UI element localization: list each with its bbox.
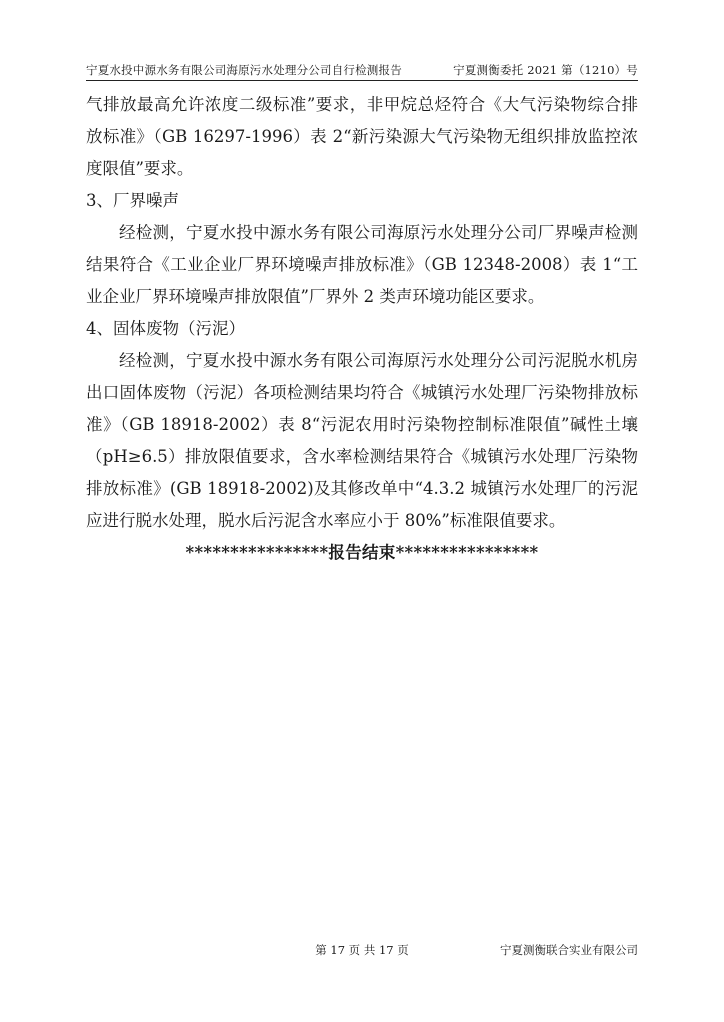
continued-paragraph: 气排放最高允许浓度二级标准”要求，非甲烷总烃符合《大气污染物综合排放标准》（GB 16297-1996）表 2“新污染源大气污染物无组织排放监控浓度限值”要求。 (86, 95, 638, 178)
section-4-heading: 4、固体废物（污泥） (86, 319, 245, 338)
section-3-heading: 3、厂界噪声 (86, 191, 179, 210)
report-end-marker: ****************报告结束**************** (185, 543, 539, 562)
report-body (86, 89, 638, 569)
section-3-text: 经检测，宁夏水投中源水务有限公司海原污水处理分公司厂界噪声检测结果符合《工业企业厂界环境噪声排放标准》（GB 12348-2008）表 1“工业企业厂界环境噪声排放限值”厂界外 2 类声环境功能区要求。 (86, 223, 638, 306)
page-number: 第 17 页 共 17 页 (315, 943, 409, 957)
footer-company-name: 宁夏测衡联合实业有限公司 (500, 943, 638, 957)
page-header (86, 58, 638, 78)
header-divider (86, 80, 638, 81)
section-4-text: 经检测，宁夏水投中源水务有限公司海原污水处理分公司污泥脱水机房出口固体废物（污泥）各项检测结果均符合《城镇污水处理厂污染物排放标准》（GB 18918-2002）表 8“污泥农用时污染物控制标准限值”碱性土壤（pH≥6.5）排放限值要求，含水率检测结果符合《城镇污水处理厂污染物排放标准》(GB 18918-2002)及其修改单中“4.3.2 城镇污水处理厂的污泥应进行脱水处理，脱水后污泥含水率应小于 80%”标准限值要求。 (86, 351, 638, 530)
header-report-title: 宁夏水投中源水务有限公司海原污水处理分公司自行检测报告 (86, 63, 402, 77)
header-commission-number: 宁夏测衡委托 2021 第（1210）号 (453, 63, 638, 77)
